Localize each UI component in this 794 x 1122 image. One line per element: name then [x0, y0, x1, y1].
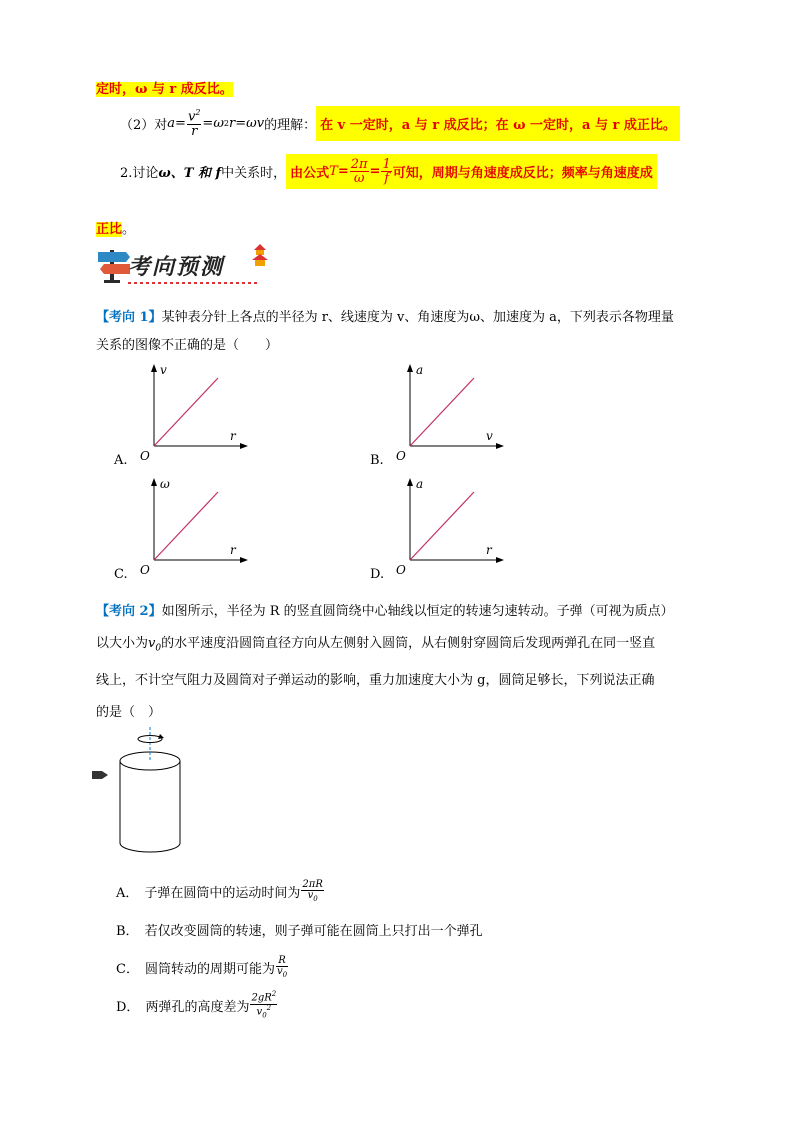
line3-highlight: 由公式 T = $\frac{2\pi}{\omega}$ = $\frac{1}{f}$ 可知，周期与角速度成反比；频率与角速度成: [286, 154, 657, 189]
banner-title: 考向预测: [128, 254, 225, 280]
q2-option-a[interactable]: A． 子弹在圆筒中的运动时间为 $\frac{2\pi R}{v_0}$: [116, 878, 323, 903]
y-axis-label: ω: [160, 477, 170, 491]
q2-text-1: 如图所示，半径为 R 的竖直圆筒绕中心轴线以恒定的转速匀速转动。子弹（可视为质点）: [161, 604, 674, 619]
x-axis-arrow: [240, 557, 248, 563]
x-axis-label: r: [486, 543, 492, 557]
top-line-3: [120, 154, 657, 189]
option-label: C.: [114, 567, 128, 582]
formula-a: a: [167, 116, 176, 131]
line4-highlight: 正比: [96, 222, 123, 237]
x-axis-label: v: [486, 429, 493, 443]
x-axis-label: r: [230, 429, 236, 443]
graph-line: [410, 378, 474, 446]
q2-text: [96, 596, 716, 729]
graph-line: [410, 492, 474, 560]
y-axis-label: a: [416, 477, 424, 491]
line2-highlight: 在 v 一定时，a 与 r 成反比；在 ω 一定时，a 与 r 成正比。: [316, 106, 680, 141]
origin-label: O: [396, 449, 406, 463]
origin-label: O: [396, 563, 406, 577]
y-axis-arrow: [407, 364, 413, 372]
rotation-arrow-icon: [138, 734, 164, 743]
graph-c[interactable]: [112, 474, 272, 584]
q2-option-d[interactable]: D． 两弹孔的高度差为 $\frac{2gR^2}{v_0^2}$: [116, 990, 277, 1019]
line3-vars: ω、T 和 f: [158, 166, 222, 181]
x-axis-arrow: [240, 443, 248, 449]
y-axis-arrow: [407, 478, 413, 486]
q2-label: 【考向 2】: [96, 604, 162, 619]
option-label: D.: [370, 567, 385, 582]
formula-1-over-f: $\frac{1}{f}$: [382, 157, 391, 186]
q1-label: 【考向 1】: [96, 310, 162, 325]
graph-a[interactable]: [112, 360, 272, 470]
x-axis-label: r: [230, 543, 236, 557]
bullet-icon: [92, 771, 108, 779]
graph-line: [154, 378, 218, 446]
origin-label: O: [140, 449, 150, 463]
q1-text-2: 关系的图像不正确的是（ ）: [96, 338, 279, 353]
cylinder-figure: [88, 725, 198, 865]
banner-underline: [128, 282, 258, 284]
pagoda-icon: [252, 244, 268, 268]
top-line-1: [96, 78, 233, 97]
y-axis-label: v: [160, 363, 167, 377]
x-axis-arrow: [496, 557, 504, 563]
y-axis-arrow: [151, 364, 157, 372]
formula-2gR2-over-v02: $\frac{2gR^2}{v_0^2}$: [251, 990, 277, 1019]
q1-text: [96, 304, 716, 360]
option-label: A.: [114, 453, 128, 468]
formula-2pi-over-omega: $\frac{2\pi}{\omega}$: [350, 157, 368, 186]
q2-option-c[interactable]: C． 圆筒转动的周期可能为 $\frac{R}{v_0}$: [116, 954, 288, 979]
q2-text-2b: 的水平速度沿圆筒直径方向从左侧射入圆筒，从右侧射穿圆筒后发现两弹孔在同一竖直: [161, 636, 656, 651]
formula-v2-over-r: $\frac{v^2}{r}$: [187, 108, 201, 139]
q2-options: [116, 872, 616, 1024]
q2-text-2a: 以大小为: [96, 636, 149, 651]
y-axis-label: a: [416, 363, 424, 377]
graph-d[interactable]: [368, 474, 528, 584]
x-axis-arrow: [496, 443, 504, 449]
q2-option-b[interactable]: B． 若仅改变圆筒的转速，则子弹可能在圆筒上只打出一个弹孔: [116, 923, 483, 939]
line2-understanding: 的理解：: [264, 118, 317, 133]
q2-text-3: 线上，不计空气阻力及圆筒对子弹运动的影响，重力加速度大小为 g，圆筒足够长，下列说法正确: [96, 672, 655, 688]
line3-mid: 中关系时，: [221, 166, 287, 181]
q1-text-1: 某钟表分针上各点的半径为 r、线速度为 v、角速度为ω、加速度为 a，下列表示各物理量: [161, 310, 674, 325]
origin-label: O: [140, 563, 150, 577]
line1-highlight: 定时，ω 与 r 成反比。: [96, 82, 233, 97]
formula-R-over-v0: $\frac{R}{v_0}$: [276, 954, 288, 979]
v0-symbol: $v_0$: [148, 636, 162, 654]
graph-line: [154, 492, 218, 560]
formula-2piR-over-v0: $\frac{2\pi R}{v_0}$: [302, 878, 323, 903]
graph-b[interactable]: [368, 360, 528, 470]
y-axis-arrow: [151, 478, 157, 486]
line2-prefix: （2）对: [120, 118, 168, 133]
section-banner: [96, 244, 266, 284]
q2-text-4: 的是（ ）: [96, 704, 162, 720]
top-line-4: 正比。: [96, 222, 136, 237]
option-label: B.: [370, 453, 384, 468]
top-line-2: （2）对 a = $\frac{v^2}{r}$ = ω 2 r = ωv 的理解： 在 v 一定时，a 与 r 成反比；在 ω 一定时，a 与 r 成正比。: [120, 106, 680, 141]
line3-prefix: 2.讨论: [120, 166, 159, 181]
